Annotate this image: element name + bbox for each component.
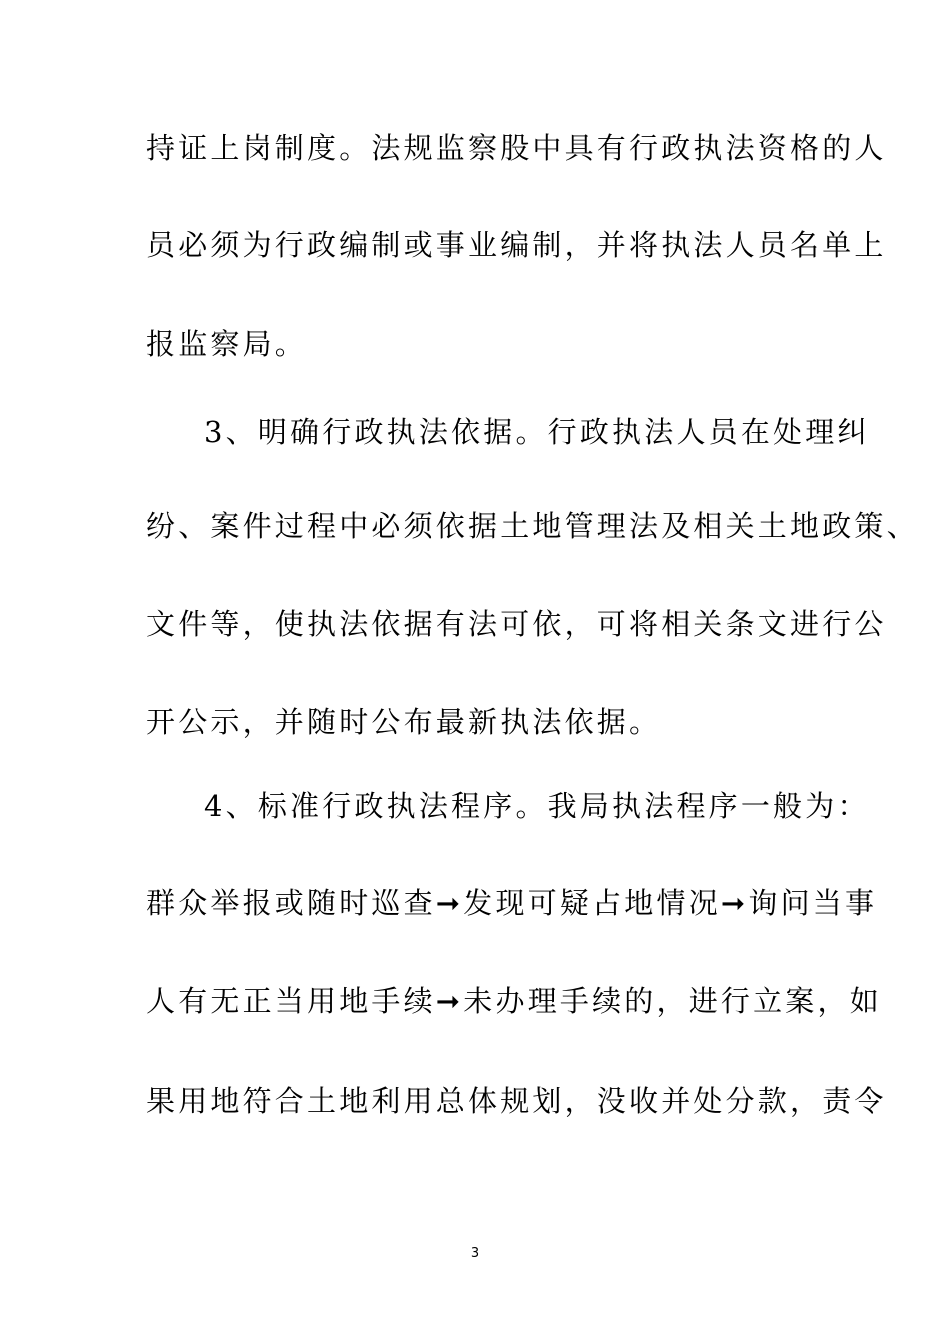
text-line-3: 报监察局。 bbox=[146, 327, 308, 361]
text-line-5: 纷、案件过程中必须依据土地管理法及相关土地政策、 bbox=[146, 509, 919, 543]
page-number: 3 bbox=[470, 1246, 480, 1261]
text-line-7: 开公示，并随时公布最新执法依据。 bbox=[146, 705, 662, 739]
paragraph-4-line-1: 4、标准行政执法程序。我局执法程序一般为： bbox=[204, 789, 870, 823]
text-line-2: 员必须为行政编制或事业编制，并将执法人员名单上 bbox=[146, 228, 887, 262]
text-line-9: 群众举报或随时巡查➞发现可疑占地情况➞询问当事 bbox=[146, 886, 878, 920]
paragraph-3-line-1: 3、明确行政执法依据。行政执法人员在处理纠 bbox=[204, 415, 870, 449]
text-line-10: 人有无正当用地手续➞未办理手续的，进行立案，如 bbox=[146, 984, 882, 1018]
text-line-11: 果用地符合土地利用总体规划，没收并处分款，责令 bbox=[146, 1084, 887, 1118]
text-line-1: 持证上岗制度。法规监察股中具有行政执法资格的人 bbox=[146, 131, 887, 165]
text-line-6: 文件等，使执法依据有法可依，可将相关条文进行公 bbox=[146, 607, 887, 641]
